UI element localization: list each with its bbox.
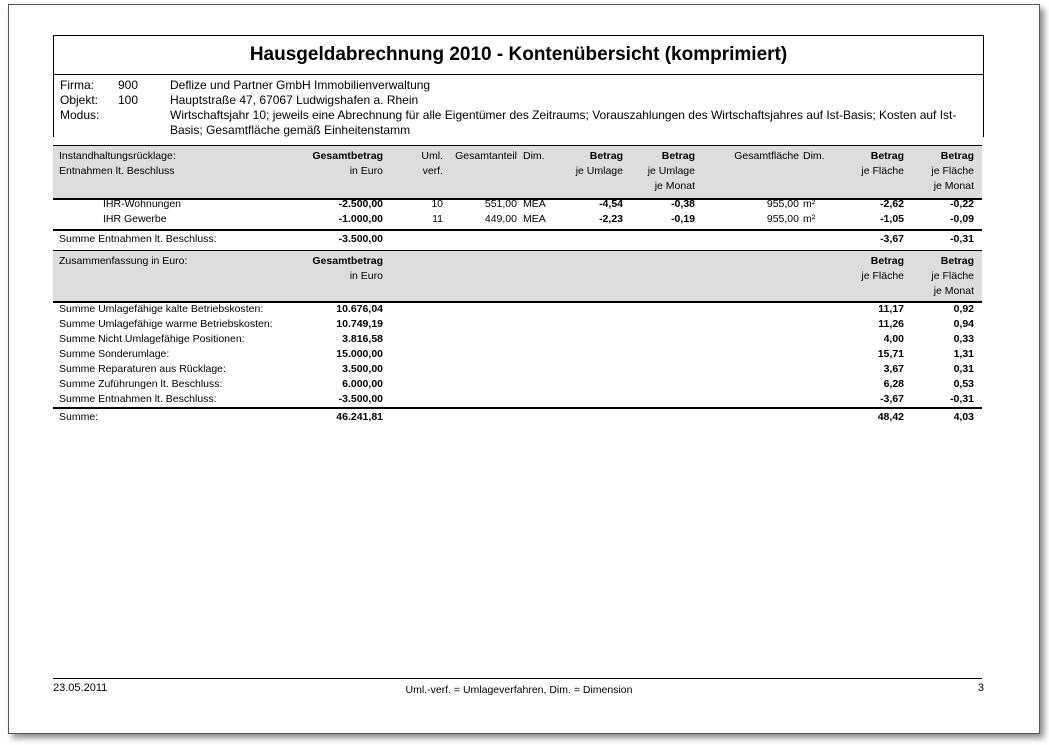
header-instandhaltung-label: Instandhaltungsrücklage: — [59, 150, 176, 162]
summary-label: Summe Reparaturen aus Rücklage: — [59, 363, 226, 375]
ihr-sum-divider — [53, 229, 982, 231]
firma-label: Firma: — [60, 78, 94, 92]
objekt-label: Objekt: — [60, 93, 99, 107]
header-je-flaeche-2: je Fläche — [931, 270, 974, 282]
summary-row — [53, 317, 982, 332]
summary-label: Summe Entnahmen lt. Beschluss: — [59, 393, 217, 405]
summary-je-flaeche-monat: 0,92 — [953, 303, 974, 315]
row-je-umlage: -4,54 — [599, 198, 623, 210]
header-betrag-umlage: Betrag — [589, 150, 623, 162]
summary-je-flaeche-monat: 1,31 — [953, 348, 974, 360]
row-je-flaeche: -1,05 — [880, 213, 904, 225]
summary-gesamtbetrag: 10.676,04 — [336, 303, 383, 315]
summary-je-flaeche-monat: 0,53 — [953, 378, 974, 390]
modus-line-1: Wirtschaftsjahr 10; jeweils eine Abrechnung für alle Eigentümer des Zeitraums; Vorauszahlungen des Wirtschaftsjahres auf Ist-Basis; Kosten auf Ist- — [170, 108, 957, 122]
objekt-number: 100 — [118, 93, 139, 107]
header-dim-2: Dim. — [803, 150, 825, 162]
summary-je-flaeche: -3,67 — [880, 393, 904, 405]
sum-label: Summe Entnahmen lt. Beschluss: — [59, 233, 217, 245]
header-in-euro: in Euro — [349, 270, 383, 282]
header-je-umlage: je Umlage — [575, 165, 623, 177]
summary-row — [53, 377, 982, 392]
summary-label: Summe Zuführungen lt. Beschluss: — [59, 378, 223, 390]
row-dim: MEA — [523, 213, 546, 225]
summary-je-flaeche: 6,28 — [883, 378, 904, 390]
summary-je-flaeche-monat: 0,94 — [953, 318, 974, 330]
row-name: IHR Gewerbe — [103, 213, 167, 225]
summary-row — [53, 302, 982, 317]
header-entnahmen-label: Entnahmen lt. Beschluss — [59, 165, 175, 177]
row-flaeche: 955,00 — [766, 213, 799, 225]
modus-label: Modus: — [60, 108, 100, 122]
summary-gesamtbetrag: 10.749,19 — [336, 318, 383, 330]
row-dim-2: m² — [803, 213, 816, 225]
ihr-sum-row — [53, 232, 982, 247]
header-in-euro: in Euro — [349, 165, 383, 177]
row-je-umlage-monat: -0,38 — [671, 198, 695, 210]
summary-sum-divider — [53, 407, 982, 409]
sum-gesamtbetrag: -3.500,00 — [338, 233, 383, 245]
row-je-flaeche-monat: -0,22 — [950, 198, 974, 210]
header-je-umlage-2: je Umlage — [647, 165, 695, 177]
summary-row — [53, 392, 982, 407]
summary-gesamtbetrag: 6.000,00 — [342, 378, 383, 390]
header-dim: Dim. — [523, 150, 545, 162]
info-block — [53, 73, 984, 137]
row-verf: 10 — [431, 198, 443, 210]
header-je-flaeche: je Fläche — [861, 270, 904, 282]
row-je-umlage: -2,23 — [599, 213, 623, 225]
header-zusammenfassung-label: Zusammenfassung in Euro: — [59, 255, 188, 267]
sum-je-flaeche: -3,67 — [880, 233, 904, 245]
row-dim: MEA — [523, 198, 546, 210]
summary-row — [53, 362, 982, 377]
row-gesamtbetrag: -1.000,00 — [338, 213, 383, 225]
sum-je-flaeche-monat: -0,31 — [950, 233, 974, 245]
modus-line-2: Basis; Gesamtfläche gemäß Einheitenstamm — [170, 123, 411, 137]
header-verf: verf. — [422, 165, 443, 177]
row-flaeche: 955,00 — [766, 198, 799, 210]
row-anteil: 551,00 — [484, 198, 517, 210]
ihr-row — [53, 197, 982, 212]
summary-je-flaeche: 11,17 — [878, 303, 904, 315]
row-je-flaeche: -2,62 — [880, 198, 904, 210]
footer-divider — [53, 678, 982, 679]
header-je-monat-2: je Monat — [933, 285, 974, 297]
header-gesamtanteil: Gesamtanteil — [455, 150, 517, 162]
summary-row — [53, 332, 982, 347]
header-betrag-flaeche: Betrag — [870, 255, 904, 267]
summary-je-flaeche-monat: -0,31 — [950, 393, 974, 405]
summary-label: Summe Umlagefähige kalte Betriebskosten: — [59, 303, 264, 315]
total-je-flaeche: 48,42 — [877, 411, 904, 423]
summary-je-flaeche-monat: 0,31 — [953, 363, 974, 375]
firma-number: 900 — [118, 78, 139, 92]
summary-table-header — [53, 250, 982, 303]
row-gesamtbetrag: -2.500,00 — [338, 198, 383, 210]
summary-je-flaeche: 3,67 — [883, 363, 904, 375]
row-je-flaeche-monat: -0,09 — [950, 213, 974, 225]
header-betrag-flaeche-monat: Betrag — [940, 255, 974, 267]
row-je-umlage-monat: -0,19 — [671, 213, 695, 225]
header-uml: Uml. — [421, 150, 443, 162]
header-gesamtflaeche: Gesamtfläche — [734, 150, 799, 162]
firma-name: Deflize und Partner GmbH Immobilienverwaltung — [170, 78, 431, 92]
header-je-monat: je Monat — [654, 180, 695, 192]
summary-je-flaeche: 15,71 — [877, 348, 904, 360]
objekt-address: Hauptstraße 47, 67067 Ludwigshafen a. Rhein — [170, 93, 419, 107]
total-je-flaeche-monat: 4,03 — [953, 411, 974, 423]
header-betrag-flaeche: Betrag — [870, 150, 904, 162]
report-title: Hausgeldabrechnung 2010 - Kontenübersicht (komprimiert) — [53, 35, 984, 75]
summary-je-flaeche: 11,26 — [878, 318, 904, 330]
header-betrag-flaeche-monat: Betrag — [940, 150, 974, 162]
summary-label: Summe Umlagefähige warme Betriebskosten: — [59, 318, 273, 330]
row-verf: 11 — [432, 213, 443, 225]
summary-gesamtbetrag: 3.816,58 — [342, 333, 383, 345]
summary-gesamtbetrag: -3.500,00 — [338, 393, 383, 405]
header-betrag-umlage-monat: Betrag — [661, 150, 695, 162]
summary-label: Summe Sonderumlage: — [59, 348, 170, 360]
summary-je-flaeche-monat: 0,33 — [953, 333, 974, 345]
summary-gesamtbetrag: 15.000,00 — [336, 348, 383, 360]
footer-date: 23.05.2011 — [53, 682, 108, 694]
footer-page-number: 3 — [977, 682, 984, 694]
header-je-flaeche: je Fläche — [861, 165, 904, 177]
summary-row — [53, 347, 982, 362]
summary-total-row — [53, 410, 982, 425]
row-dim-2: m² — [803, 198, 816, 210]
summary-gesamtbetrag: 3.500,00 — [342, 363, 383, 375]
header-gesamtbetrag: Gesamtbetrag — [312, 255, 383, 267]
row-name: IHR-Wohnungen — [103, 198, 182, 210]
total-label: Summe: — [59, 411, 99, 423]
ihr-row — [53, 212, 982, 227]
row-anteil: 449,00 — [484, 213, 517, 225]
summary-je-flaeche: 4,00 — [883, 333, 904, 345]
header-gesamtbetrag: Gesamtbetrag — [312, 150, 383, 162]
header-je-monat-2: je Monat — [933, 180, 974, 192]
report-page — [8, 4, 1040, 734]
header-je-flaeche-2: je Fläche — [931, 165, 974, 177]
footer-legend: Uml.-verf. = Umlageverfahren, Dim. = Dimension — [405, 684, 633, 696]
summary-label: Summe Nicht Umlagefähige Positionen: — [59, 333, 245, 345]
ihr-table-header — [53, 145, 982, 200]
total-gesamtbetrag: 46.241,81 — [336, 411, 383, 423]
